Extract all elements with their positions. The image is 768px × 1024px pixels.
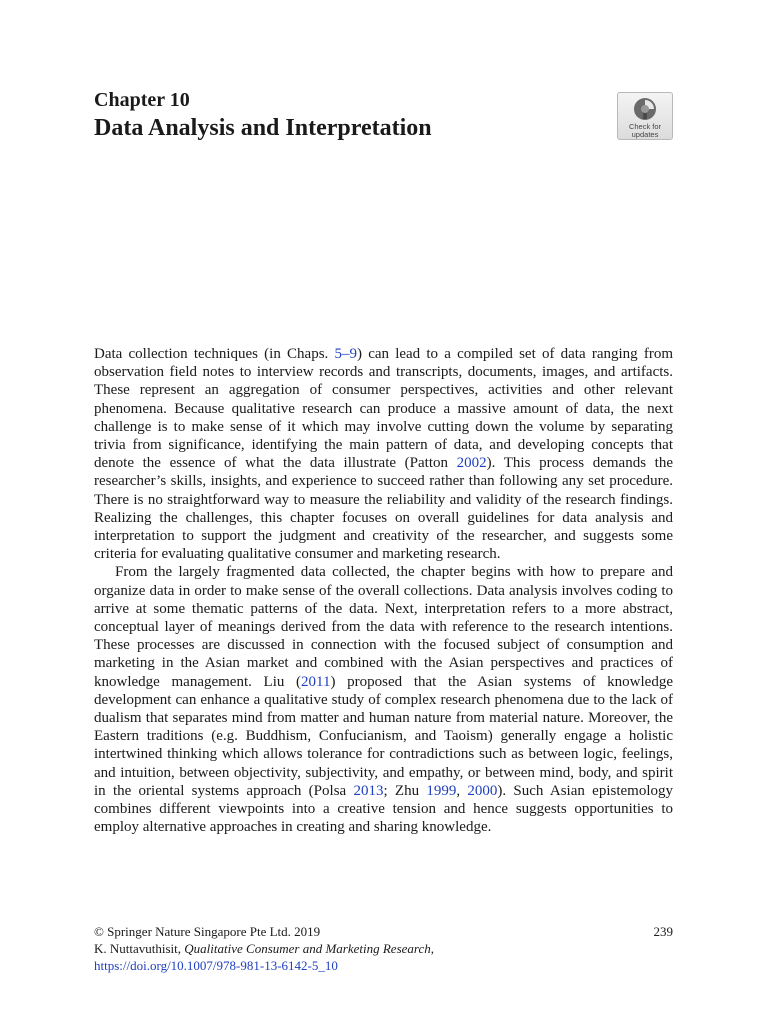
chapter-body [94, 345, 673, 836]
citation-link[interactable]: 1999 [426, 782, 457, 799]
check-for-updates-icon [632, 96, 658, 122]
citation-comma: , [430, 941, 435, 956]
text-run: From the largely fragmented data collected, the chapter begins with how to prepare and organize data in order to make sense of the overall collections. Data analysis involves coding to arrive at some thematic patterns of the data. Next, interpretation refers to a more abstract, conceptual layer of meanings derived from the data with reference to the research intentions. These processes are discussed in connection with the focused subject of consumption and marketing in the Asian market and combined with the Asian perspectives and practices of knowledge management. Liu ( [94, 564, 673, 690]
text-run: ). Such Asian epistemology combines different viewpoints into a creative tension and hence suggests opportunities to employ alternative approaches in creating and sharing knowledge. [94, 782, 673, 836]
text-run: ; Zhu [383, 782, 427, 799]
page-number: 239 [653, 924, 673, 939]
text-run: ) proposed that the Asian systems of knowledge development can enhance a qualitative study of complex research phenomena due to the lack of dualism that separates mind from matter and human nature from material nature. Moreover, the Eastern traditions (e.g. Buddhism, Confucianism, and Taoism) generally engage a holistic intertwined thinking which allows tolerance for contradictions such as between logic, feelings, and intuition, between objectivity, subjectivity, and empathy, or between mind, body, and spirit in the oriental systems approach (Polsa [94, 673, 673, 799]
chapter-label: Chapter 10 [94, 89, 190, 111]
citation-link[interactable]: 2000 [467, 782, 498, 799]
check-for-updates-badge[interactable] [617, 92, 673, 140]
doi-link[interactable]: https://doi.org/10.1007/978-981-13-6142-5_10 [94, 958, 338, 973]
text-run: Data collection techniques (in Chaps. [94, 346, 335, 362]
chapter-reference-link[interactable]: 5–9 [334, 346, 357, 362]
text-run: , [456, 782, 468, 799]
citation-link[interactable]: 2011 [301, 673, 331, 690]
text-run: ) can lead to a compiled set of data ranging from observation field notes to interview records and transcripts, documents, images, and artifacts. These represent an aggregation of consumer perspectives, activities and other relevant phenomena. Because qualitative research can produce a massive amount of data, the next challenge is to make sense of it which may involve cutting down the volume by separating trivia from significance, identifying the main pattern of data, and developing concepts that denote the essence of what the data illustrate (Patton [94, 346, 673, 472]
text-run: ). This process demands the researcher’s skills, insights, and experience to succeed rather than following any set procedure. There is no straightforward way to measure the reliability and validity of the research findings. Realizing the challenges, this chapter focuses on overall guidelines for data analysis and interpretation to support the judgment and creativity of the researcher, and suggests some criteria for evaluating qualitative consumer and marketing research. [94, 455, 673, 563]
paragraph [94, 345, 673, 563]
book-citation [94, 940, 673, 957]
footer-first-line [94, 923, 673, 940]
citation-link[interactable]: 2002 [456, 455, 487, 472]
paragraph [94, 563, 673, 836]
citation-link[interactable]: 2013 [353, 782, 384, 799]
check-for-updates-label: Check for updates [628, 122, 662, 139]
book-title: Qualitative Consumer and Marketing Research [184, 941, 431, 956]
page-footer [94, 923, 673, 974]
copyright-notice: © Springer Nature Singapore Pte Ltd. 2019 [94, 924, 321, 939]
chapter-title: Data Analysis and Interpretation [94, 115, 432, 141]
author-name: K. Nuttavuthisit, [94, 941, 185, 956]
